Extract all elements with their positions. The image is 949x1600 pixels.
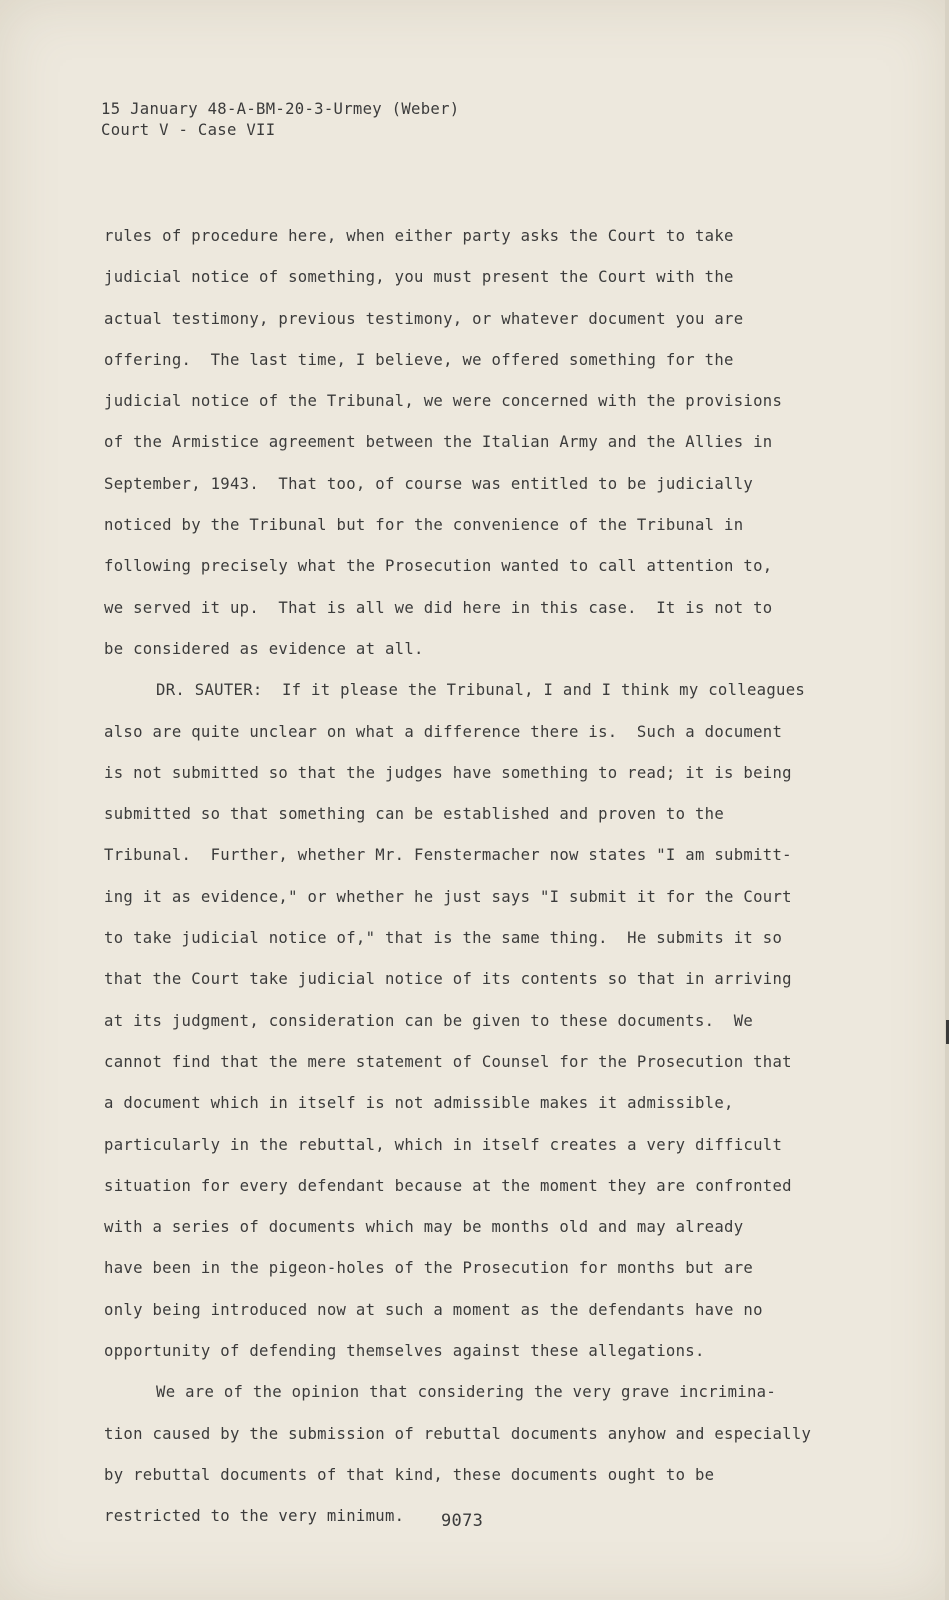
text-line: ing it as evidence," or whether he just says "I submit it for the Court xyxy=(104,887,792,906)
document-header xyxy=(101,99,459,141)
text-line: September, 1943. That too, of course was entitled to be judicially xyxy=(104,474,754,493)
text-line: at its judgment, consideration can be given to these documents. We xyxy=(104,1011,754,1030)
text-line: particularly in the rebuttal, which in itself creates a very difficult xyxy=(104,1135,783,1154)
text-line: that the Court take judicial notice of its contents so that in arriving xyxy=(104,970,792,989)
text-line: is not submitted so that the judges have something to read; it is being xyxy=(104,763,792,782)
text-line: submitted so that something can be established and proven to the xyxy=(104,805,725,824)
transcript-body xyxy=(104,216,864,1538)
text-line: rules of procedure here, when either party asks the Court to take xyxy=(104,227,734,245)
page-edge xyxy=(945,0,949,1600)
text-line: cannot find that the mere statement of Counsel for the Prosecution that xyxy=(104,1052,792,1071)
text-line: judicial notice of something, you must present the Court with the xyxy=(104,268,734,287)
text-line: judicial notice of the Tribunal, we were concerned with the provisions xyxy=(104,392,783,411)
text-line: tion caused by the submission of rebuttal documents anyhow and especially xyxy=(104,1424,812,1443)
text-line: restricted to the very minimum. xyxy=(104,1507,405,1526)
header-court-line: Court V - Case VII xyxy=(101,121,276,139)
speaker-paragraph-start: DR. SAUTER: If it please the Tribunal, I and I think my colleagues xyxy=(156,681,806,700)
page-number: 9073 xyxy=(441,1511,484,1531)
text-line: a document which in itself is not admissible makes it admissible, xyxy=(104,1094,734,1113)
text-line: have been in the pigeon-holes of the Prosecution for months but are xyxy=(104,1259,754,1278)
text-line: of the Armistice agreement between the Italian Army and the Allies in xyxy=(104,433,773,452)
text-line: we served it up. That is all we did here in this case. It is not to xyxy=(104,598,773,617)
text-line: situation for every defendant because at the moment they are confronted xyxy=(104,1176,792,1195)
text-line: to take judicial notice of," that is the same thing. He submits it so xyxy=(104,929,783,948)
text-line: opportunity of defending themselves against these allegations. xyxy=(104,1342,705,1361)
text-line: following precisely what the Prosecution wanted to call attention to, xyxy=(104,557,773,576)
text-line: actual testimony, previous testimony, or whatever document you are xyxy=(104,309,744,328)
text-line: offering. The last time, I believe, we offered something for the xyxy=(104,350,734,369)
text-line: with a series of documents which may be months old and may already xyxy=(104,1218,744,1237)
text-line: also are quite unclear on what a difference there is. Such a document xyxy=(104,722,783,741)
text-line: by rebuttal documents of that kind, these documents ought to be xyxy=(104,1465,715,1484)
text-line: Tribunal. Further, whether Mr. Fenstermacher now states "I am submitt- xyxy=(104,846,792,865)
paragraph-start: We are of the opinion that considering the very grave incrimina- xyxy=(156,1383,777,1402)
text-line: noticed by the Tribunal but for the convenience of the Tribunal in xyxy=(104,516,744,535)
text-line: only being introduced now at such a moment as the defendants have no xyxy=(104,1300,763,1319)
header-date-line: 15 January 48-A-BM-20-3-Urmey (Weber) xyxy=(101,100,460,118)
text-line: be considered as evidence at all. xyxy=(104,639,424,658)
